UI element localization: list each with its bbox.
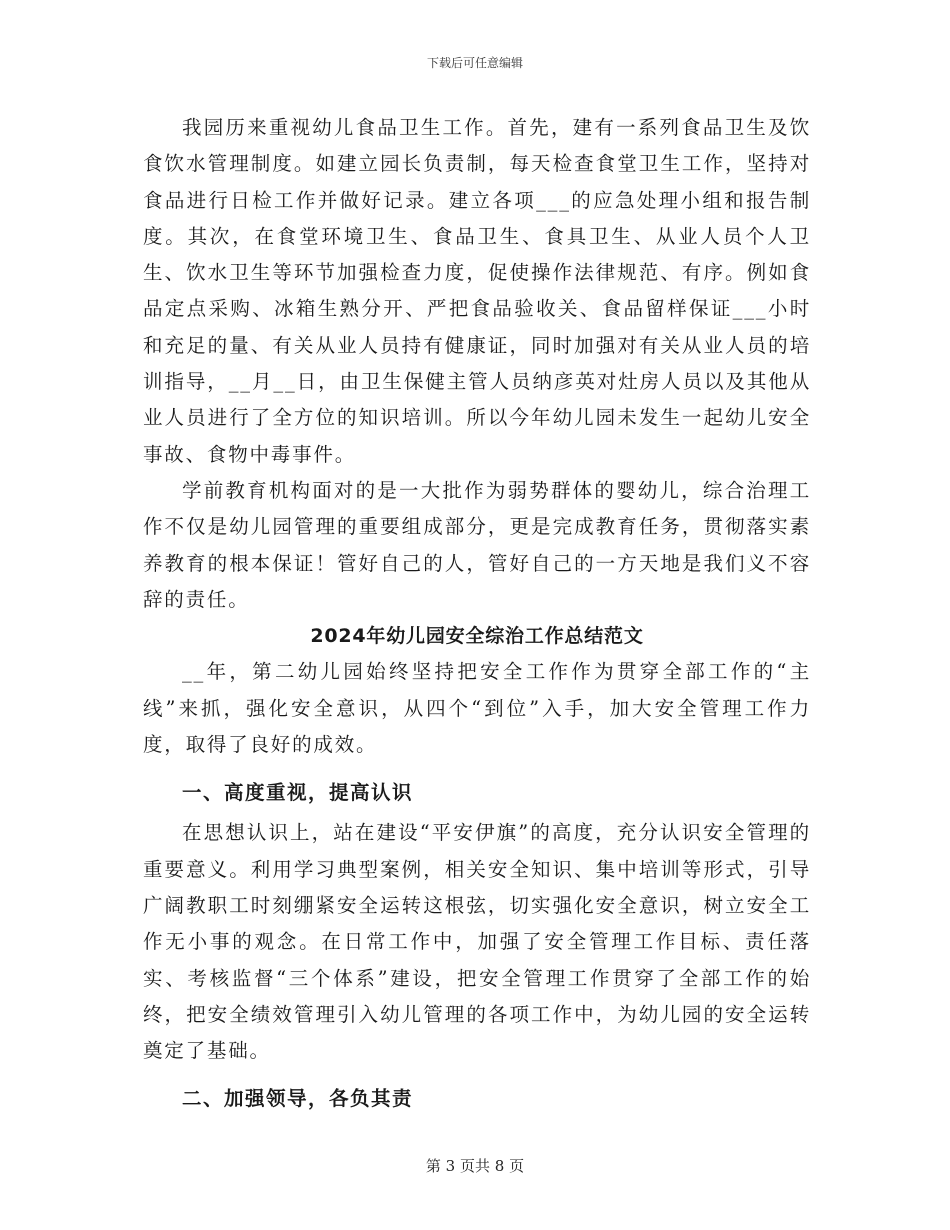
document-body: [143, 110, 811, 1121]
heading-two: 二、加强领导，各负其责: [182, 1087, 414, 1111]
paragraph-food-hygiene: 我园历来重视幼儿食品卫生工作。首先，建有一系列食品卫生及饮食饮水管理制度。如建立园长负责制，每天检查食堂卫生工作，坚持对食品进行日检工作并做好记录。建立各项___的应急处理小组和报告制度。其次，在食堂环境卫生、食品卫生、食具卫生、从业人员个人卫生、饮水卫生等环节加强检查力度，促使操作法律规范、有序。例如食品定点采购、冰箱生熟分开、严把食品验收关、食品留样保证___小时和充足的量、有关从业人员持有健康证，同时加强对有关从业人员的培训指导，__月__日，由卫生保健主管人员纳彦英对灶房人员以及其他从业人员进行了全方位的知识培训。所以今年幼儿园未发生一起幼儿安全事故、食物中毒事件。: [143, 116, 811, 466]
paragraph-awareness: 在思想认识上，站在建设“平安伊旗”的高度，充分认识安全管理的重要意义。利用学习典型案例，相关安全知识、集中培训等形式，引导广阔教职工时刻绷紧安全运转这根弦，切实强化安全意识，树立安全工作无小事的观念。在日常工作中，加强了安全管理工作目标、责任落实、考核监督“三个体系”建设，把安全管理工作贯穿了全部工作的始终，把安全绩效管理引入幼儿管理的各项工作中，为幼儿园的安全运转奠定了基础。: [143, 821, 811, 1063]
paragraph-intro: __年，第二幼儿园始终坚持把安全工作作为贯穿全部工作的“主线”来抓，强化安全意识，从四个“到位”入手，加大安全管理工作力度，取得了良好的成效。: [143, 660, 811, 757]
page-header-note: 下载后可任意编辑: [426, 56, 523, 70]
page-number: 第 3 页共 8 页: [425, 1157, 525, 1175]
heading-one: 一、高度重视，提高认识: [182, 781, 414, 805]
paragraph-responsibility: 学前教育机构面对的是一大批作为弱势群体的婴幼儿，综合治理工作不仅是幼儿园管理的重要组成部分，更是完成教育任务，贯彻落实素养教育的根本保证！管好自己的人，管好自己的一方天地是我们义不容辞的责任。: [143, 478, 811, 611]
section-title: 2024年幼儿园安全综治工作总结范文: [310, 625, 644, 648]
